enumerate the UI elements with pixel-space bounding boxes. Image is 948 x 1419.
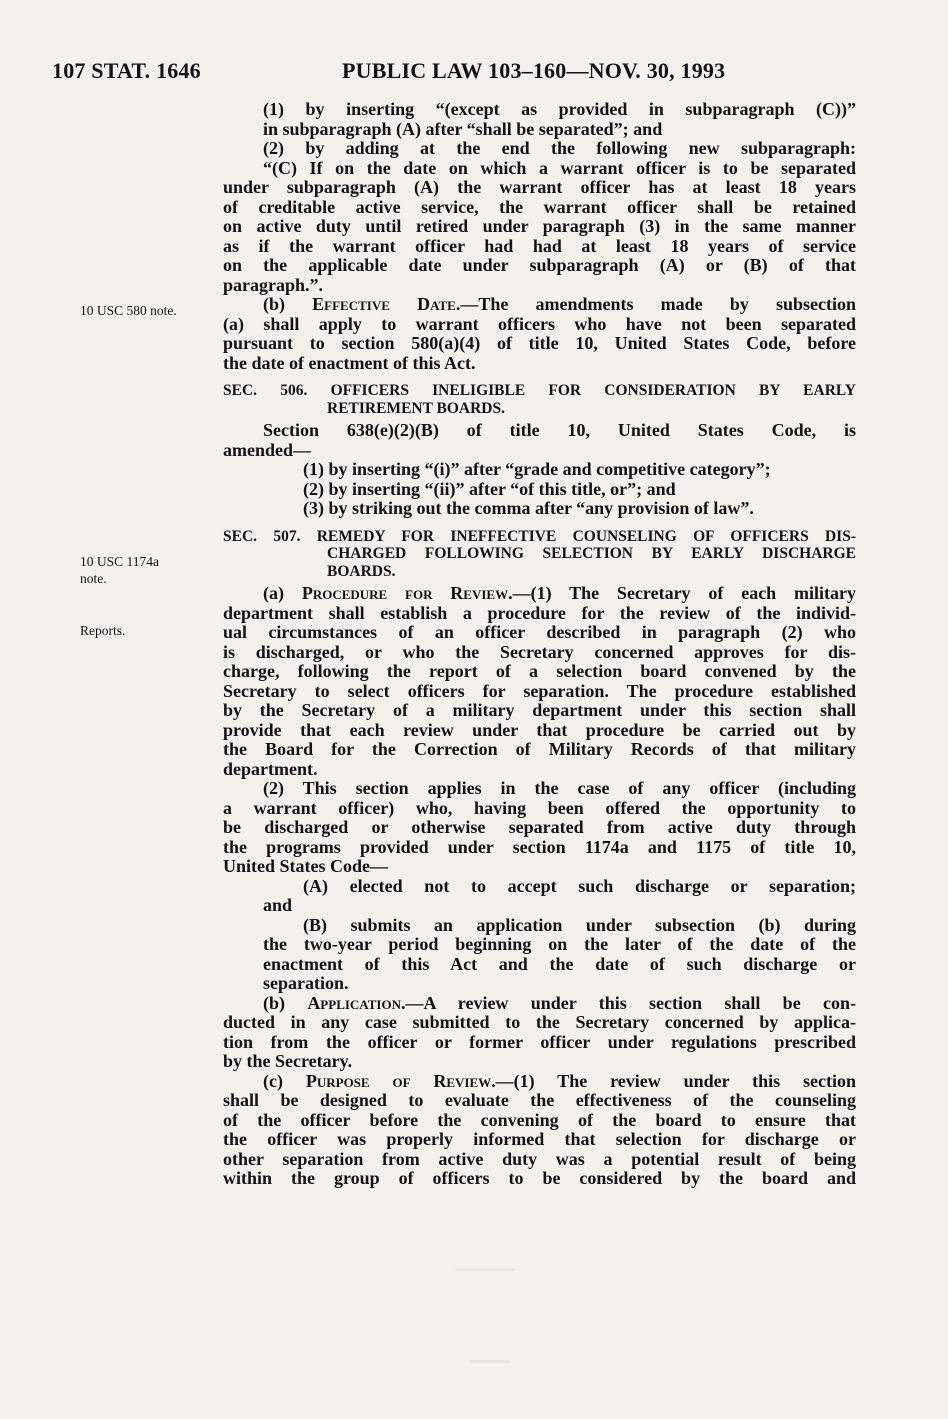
statute-page-number: 107 STAT. 1646	[52, 58, 201, 83]
page-header	[52, 58, 902, 92]
text-line: “(C) If on the date on which a warrant officer is to be separated	[263, 157, 856, 178]
text-line: other separation from active duty was a potential result of being	[223, 1148, 856, 1169]
text-line: enactment of this Act and the date of such discharge or	[263, 953, 856, 974]
text-line: within the group of officers to be considered by the board and	[223, 1168, 856, 1188]
text-line: (1) by inserting “(except as provided in subparagraph (C))”	[263, 99, 856, 119]
text-line: and	[263, 895, 293, 915]
text-line: by the Secretary.	[223, 1051, 353, 1071]
subsection-heading: Effective Date.	[312, 294, 461, 314]
margin-note-10-usc-1174a-note: note.	[80, 571, 107, 586]
text-line: (2) by inserting “(ii)” after “of this title, or”; and	[303, 478, 676, 499]
section-506-heading: SEC. 506. OFFICERS INELIGIBLE FOR CONSIDERATION BY EARLY	[223, 382, 856, 399]
text-line: (2) by adding at the end the following new subparagraph:	[263, 138, 856, 158]
subsection-b-application	[223, 994, 856, 1014]
text-line: be discharged or otherwise separated from active duty through	[223, 817, 856, 837]
text-line: Section 638(e)(2)(B) of title 10, United States Code, is	[263, 420, 856, 440]
text-line: the programs provided under section 1174a and 1175 of title 10,	[223, 836, 856, 857]
public-law-title: PUBLIC LAW 103–160—NOV. 30, 1993	[342, 58, 726, 83]
text-line: ducted in any case submitted to the Secretary concerned by applica-	[223, 1012, 856, 1032]
section-507-heading-cont: BOARDS.	[327, 562, 396, 580]
text-line: (3) by striking out the comma after “any provision of law”.	[303, 498, 754, 518]
subsection-a-procedure-for-review	[223, 584, 856, 604]
text-line: department.	[223, 758, 318, 779]
text-line: separation.	[263, 973, 349, 993]
text-line: (2) This section applies in the case of any officer (including	[263, 778, 856, 798]
text-line: the Board for the Correction of Military Records of that military	[223, 739, 856, 759]
text-line: amended—	[223, 439, 312, 460]
subsection-heading: Procedure for Review.	[301, 583, 513, 603]
text-line: Secretary to select officers for separation. The procedure established	[223, 680, 856, 701]
subsection-number: (b)	[263, 294, 285, 314]
text-line: (1) by inserting “(i)” after “grade and competitive category”;	[303, 459, 771, 479]
subsection-heading: Purpose of Review.	[305, 1070, 496, 1091]
subsection-heading: Application.	[307, 992, 406, 1013]
text-line: of creditable active service, the warrant officer shall be retained	[223, 196, 856, 217]
page-smudge	[455, 1268, 515, 1271]
text-line: department shall establish a procedure for the review of the individ-	[223, 602, 856, 623]
section-506-heading-cont: RETIREMENT BOARDS.	[327, 399, 506, 417]
text-line: tion from the officer or former officer under regulations prescribed	[223, 1031, 856, 1052]
text-line: the officer was properly informed that selection for discharge or	[223, 1129, 856, 1149]
text-line: charge, following the report of a selection board convened by the	[223, 661, 856, 681]
text-line: on active duty until retired under paragraph (3) in the same manner	[223, 216, 856, 236]
text-line: by the Secretary of a military department under this section shall	[223, 700, 856, 720]
subsection-text: —(1) The Secretary of each military	[512, 583, 856, 603]
text-line: (a) shall apply to warrant officers who have not been separated	[223, 313, 856, 334]
text-line: (A) elected not to accept such discharge or separation;	[303, 875, 856, 896]
section-507-heading: SEC. 507. REMEDY FOR INEFFECTIVE COUNSELING OF OFFICERS DIS-	[223, 527, 856, 545]
subsection-number: (a)	[263, 583, 284, 603]
text-line: of the officer before the convening of the board to ensure that	[223, 1109, 856, 1130]
margin-note-reports: Reports.	[80, 623, 126, 638]
text-line: United States Code—	[223, 856, 388, 876]
subsection-text: —The amendments made by subsection	[460, 294, 857, 314]
text-line: ual circumstances of an officer described in paragraph (2) who	[223, 622, 856, 642]
subsection-c-purpose-of-review	[223, 1072, 856, 1092]
subsection-b-effective-date	[223, 295, 856, 315]
text-line: (B) submits an application under subsection (b) during	[303, 914, 856, 935]
text-line: pursuant to section 580(a)(4) of title 10, United States Code, before	[223, 333, 856, 353]
text-line: paragraph.”.	[223, 274, 324, 295]
text-line: a warrant officer) who, having been offered the opportunity to	[223, 797, 856, 818]
text-line: under subparagraph (A) the warrant officer has at least 18 years	[223, 177, 856, 197]
page-smudge	[470, 1360, 510, 1363]
text-line: shall be designed to evaluate the effectiveness of the counseling	[223, 1090, 856, 1110]
text-line: the two-year period beginning on the later of the date of the	[263, 934, 856, 954]
text-line: the date of enactment of this Act.	[223, 352, 476, 373]
subsection-number: (c)	[263, 1070, 283, 1091]
text-line: in subparagraph (A) after “shall be separated”; and	[263, 118, 663, 139]
text-line: is discharged, or who the Secretary concerned approves for dis-	[223, 641, 856, 662]
text-line: provide that each review under that procedure be carried out by	[223, 719, 856, 740]
margin-note-10-usc-580: 10 USC 580 note.	[80, 303, 177, 318]
document-body	[223, 100, 856, 1189]
text-line: as if the warrant officer had had at least 18 years of service	[223, 235, 856, 256]
subsection-text: —(1) The review under this section	[495, 1070, 857, 1091]
section-507-heading-cont: CHARGED FOLLOWING SELECTION BY EARLY DISCHARGE	[327, 545, 856, 562]
text-line: on the applicable date under subparagraph (A) or (B) of that	[223, 255, 856, 275]
subsection-number: (b)	[263, 992, 285, 1013]
margin-note-10-usc-1174a: 10 USC 1174a	[80, 554, 160, 569]
subsection-text: —A review under this section shall be con-	[405, 992, 856, 1013]
